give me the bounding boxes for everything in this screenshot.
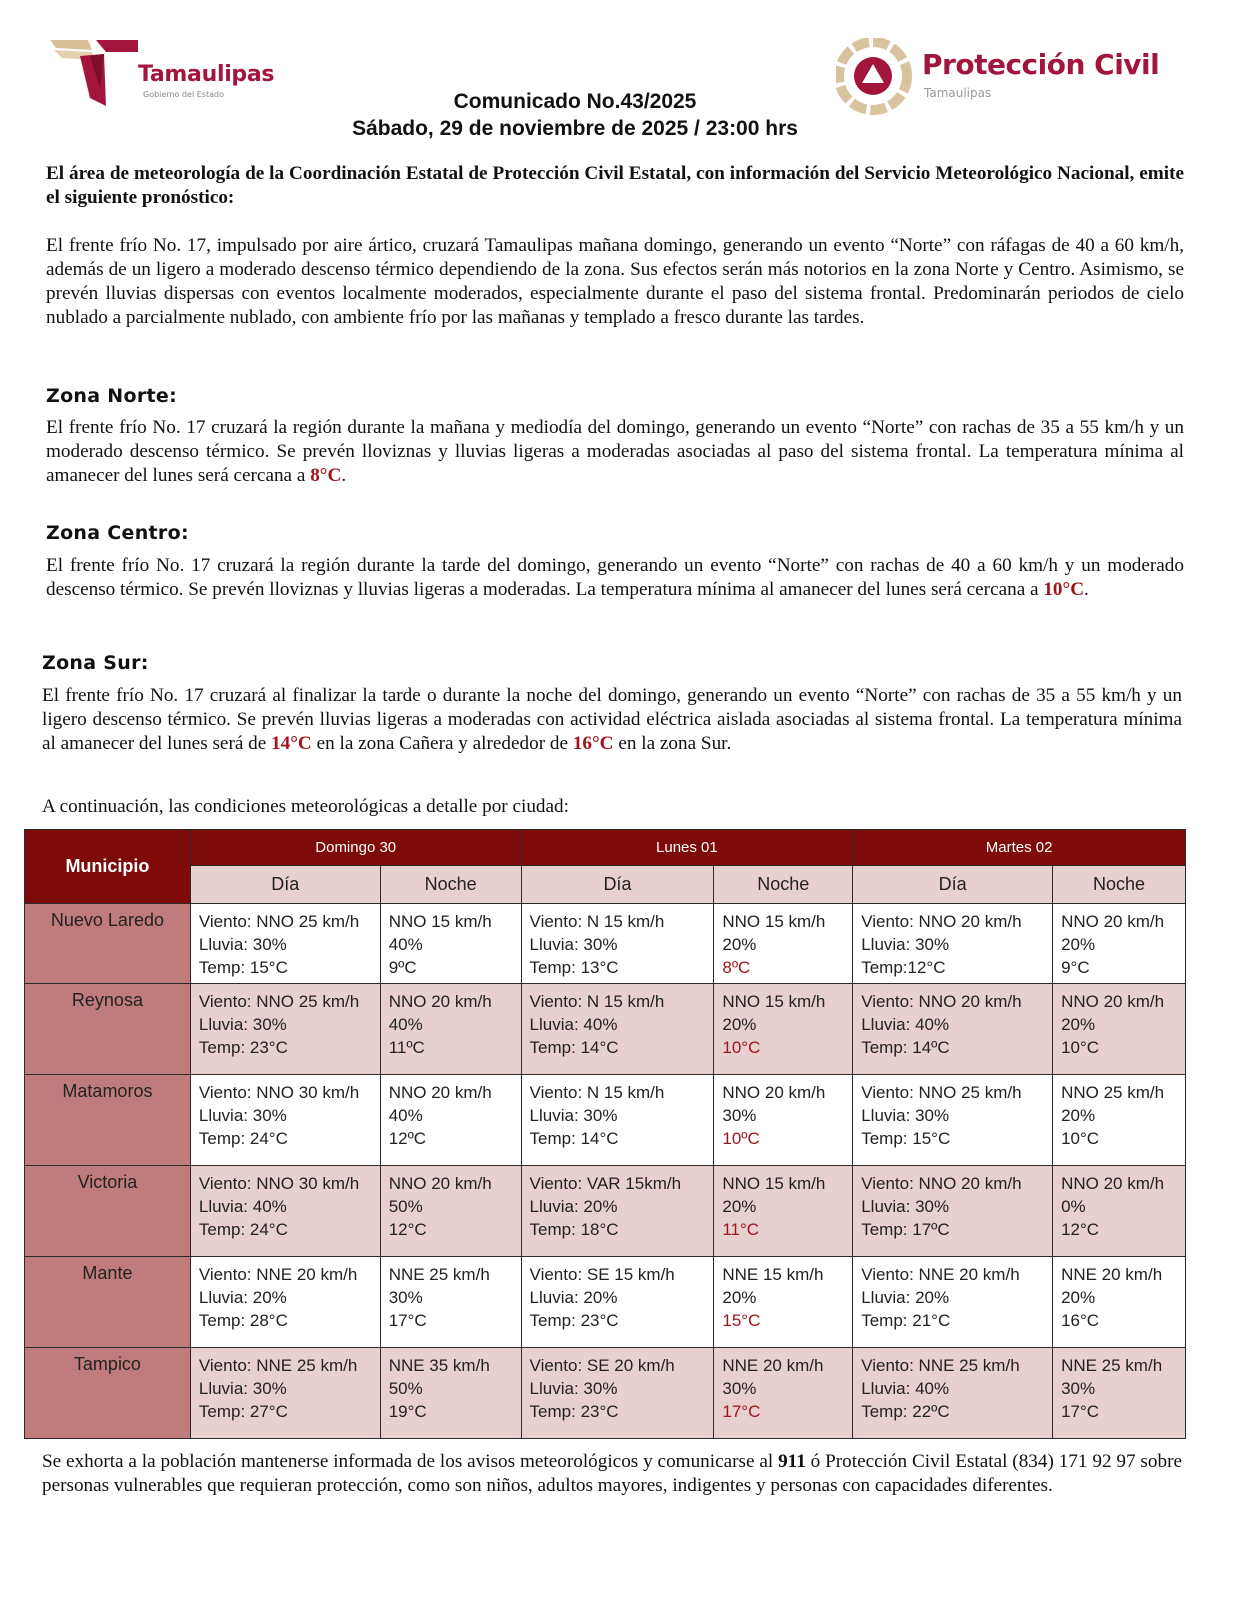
wind-value: Viento: NNE 25 km/h <box>861 1356 1020 1375</box>
wind-value: Viento: N 15 km/h <box>529 912 665 931</box>
rain-value: 20% <box>722 1197 757 1216</box>
night-forecast-cell <box>1053 1166 1186 1257</box>
table-row <box>25 984 1186 1075</box>
wind-value: Viento: NNE 20 km/h <box>861 1265 1020 1284</box>
rain-value: Lluvia: 30% <box>529 1379 618 1398</box>
rain-value: 50% <box>388 1379 423 1398</box>
rain-value: Lluvia: 40% <box>861 1015 950 1034</box>
communique-number: Comunicado No.43/2025 <box>453 90 697 113</box>
temp-value: 17°C <box>1061 1402 1100 1421</box>
day-header-lunes: Lunes 01 <box>521 830 853 866</box>
rain-value: 40% <box>388 935 423 954</box>
rain-value: Lluvia: 30% <box>529 935 618 954</box>
temp-value: 19°C <box>388 1402 427 1421</box>
temp-value: 9ºC <box>388 958 417 977</box>
temp-value: 11°C <box>722 1220 760 1239</box>
zone-centro-text: El frente frío No. 17 cruzará la región durante la tarde del domingo, generando un evento “Norte” con rachas de 40 a 60 km/h y un moderado descenso térmico. Se prevén lloviznas y lluvias ligeras a moderadas. La temperatura mínima al amanecer del lunes será cercana a 10°C. <box>46 555 1184 600</box>
temp-value: 10°C <box>1061 1129 1100 1148</box>
wind-value: NNO 20 km/h <box>388 1174 492 1193</box>
night-forecast-cell <box>380 1166 521 1257</box>
night-forecast-cell <box>380 1348 521 1439</box>
wind-value: NNO 15 km/h <box>722 912 826 931</box>
wind-value: Viento: NNO 25 km/h <box>198 992 360 1011</box>
zone-sur-text: El frente frío No. 17 cruzará al finalizar la tarde o durante la noche del domingo, generando un evento “Norte” con rachas de 35 a 55 km/h y un ligero descenso térmico. Se prevén lluvias ligeras a moderadas con actividad eléctrica aislada asociadas al sistema frontal. La temperatura mínima al amanecer del lunes será de 14°C en la zona Cañera y alrededor de 16°C en la zona Sur. <box>42 685 1182 754</box>
table-row <box>25 1348 1186 1439</box>
day-forecast-cell <box>190 1075 380 1166</box>
wind-value: NNE 25 km/h <box>388 1265 490 1284</box>
wind-value: NNE 15 km/h <box>722 1265 824 1284</box>
night-forecast-cell <box>714 984 853 1075</box>
municipio-header: Municipio <box>25 830 191 904</box>
wind-value: NNO 20 km/h <box>1061 912 1165 931</box>
day-header-domingo: Domingo 30 <box>190 830 521 866</box>
rain-value: Lluvia: 30% <box>529 1106 618 1125</box>
night-forecast-cell <box>1053 1257 1186 1348</box>
forecast-table <box>24 829 1186 1439</box>
subheader-dia: Día <box>190 866 380 904</box>
night-forecast-cell <box>714 904 853 984</box>
table-row <box>25 1166 1186 1257</box>
zone-centro-heading: Zona Centro: <box>46 522 189 544</box>
night-forecast-cell <box>1053 1075 1186 1166</box>
zone-norte-text: El frente frío No. 17 cruzará la región durante la mañana y mediodía del domingo, generando un evento “Norte” con rachas de 35 a 55 km/h y un moderado descenso térmico. Se prevén lloviznas y lluvias ligeras a moderadas asociadas al paso del sistema frontal. La temperatura mínima al amanecer del lunes será cercana a 8°C. <box>46 417 1184 486</box>
wind-value: Viento: NNO 20 km/h <box>861 992 1022 1011</box>
temp-value: Temp: 21°C <box>861 1311 951 1330</box>
night-forecast-cell <box>380 904 521 984</box>
day-forecast-cell <box>521 984 714 1075</box>
rain-value: 40% <box>388 1015 423 1034</box>
rain-value: Lluvia: 30% <box>861 935 950 954</box>
footer-paragraph: Se exhorta a la población mantenerse informada de los avisos meteorológicos y comunicarse al 911 ó Protección Civil Estatal (834) 171 92 97 sobre personas vulnerables que requieran protección, como son niños, adultos mayores, indigentes y personas con capacidades diferentes. <box>42 1451 1182 1496</box>
day-forecast-cell <box>521 1348 714 1439</box>
rain-value: 20% <box>722 1015 757 1034</box>
night-forecast-cell <box>380 1257 521 1348</box>
day-forecast-cell <box>521 904 714 984</box>
subheader-noche: Noche <box>380 866 521 904</box>
wind-value: Viento: N 15 km/h <box>529 1083 665 1102</box>
wind-value: NNO 25 km/h <box>1061 1083 1165 1102</box>
wind-value: Viento: NNO 25 km/h <box>861 1083 1022 1102</box>
zone-norte-heading: Zona Norte: <box>46 385 177 407</box>
table-row <box>25 904 1186 984</box>
day-forecast-cell <box>853 904 1053 984</box>
temp-value: 8ºC <box>722 958 751 977</box>
day-forecast-cell <box>521 1257 714 1348</box>
night-forecast-cell <box>1053 904 1186 984</box>
zone-sur-heading: Zona Sur: <box>42 652 149 674</box>
wind-value: NNE 20 km/h <box>722 1356 824 1375</box>
rain-value: 30% <box>722 1106 757 1125</box>
rain-value: Lluvia: 20% <box>529 1288 618 1307</box>
wind-value: NNO 15 km/h <box>722 1174 826 1193</box>
rain-value: Lluvia: 30% <box>198 935 287 954</box>
wind-value: NNO 20 km/h <box>388 1083 492 1102</box>
zone-canera-min-temp: 14°C <box>271 733 312 754</box>
day-forecast-cell <box>190 1348 380 1439</box>
city-cell: Matamoros <box>25 1075 191 1166</box>
wind-value: NNO 20 km/h <box>1061 1174 1165 1193</box>
wind-value: NNO 20 km/h <box>722 1083 826 1102</box>
day-forecast-cell <box>521 1166 714 1257</box>
temp-value: Temp: 14°C <box>529 1129 619 1148</box>
night-forecast-cell <box>714 1348 853 1439</box>
temp-value: Temp: 17ºC <box>861 1220 950 1239</box>
day-forecast-cell <box>853 1075 1053 1166</box>
temp-value: 15°C <box>722 1311 761 1330</box>
rain-value: Lluvia: 30% <box>198 1379 287 1398</box>
rain-value: 30% <box>388 1288 423 1307</box>
wind-value: NNE 20 km/h <box>1061 1265 1163 1284</box>
wind-value: NNO 20 km/h <box>388 992 492 1011</box>
wind-value: NNO 20 km/h <box>1061 992 1165 1011</box>
wind-value: Viento: NNO 20 km/h <box>861 1174 1022 1193</box>
forecast-table-body <box>25 904 1186 1439</box>
wind-value: Viento: VAR 15km/h <box>529 1174 682 1193</box>
subheader-dia: Día <box>853 866 1053 904</box>
wind-value: Viento: NNE 20 km/h <box>198 1265 358 1284</box>
wind-value: NNE 25 km/h <box>1061 1356 1163 1375</box>
city-cell: Reynosa <box>25 984 191 1075</box>
temp-value: 12ºC <box>388 1129 427 1148</box>
tamaulipas-subtitle: Gobierno del Estado <box>143 90 224 99</box>
rain-value: Lluvia: 30% <box>861 1197 950 1216</box>
night-forecast-cell <box>1053 984 1186 1075</box>
day-forecast-cell <box>853 1257 1053 1348</box>
temp-value: 17°C <box>388 1311 427 1330</box>
day-forecast-cell <box>190 1166 380 1257</box>
night-forecast-cell <box>714 1166 853 1257</box>
rain-value: 50% <box>388 1197 423 1216</box>
rain-value: Lluvia: 20% <box>198 1288 287 1307</box>
wind-value: Viento: SE 15 km/h <box>529 1265 675 1284</box>
wind-value: Viento: N 15 km/h <box>529 992 665 1011</box>
temp-value: 11ºC <box>388 1038 425 1057</box>
temp-value: 17°C <box>722 1402 761 1421</box>
night-forecast-cell <box>714 1075 853 1166</box>
subheader-noche: Noche <box>1053 866 1186 904</box>
temp-value: 12°C <box>1061 1220 1100 1239</box>
temp-value: 9°C <box>1061 958 1090 977</box>
temp-value: Temp: 27°C <box>198 1402 288 1421</box>
wind-value: Viento: NNO 25 km/h <box>198 912 360 931</box>
rain-value: 20% <box>722 1288 757 1307</box>
zone-centro-min-temp: 10°C <box>1043 579 1085 600</box>
wind-value: Viento: NNO 30 km/h <box>198 1083 360 1102</box>
rain-value: 20% <box>1061 935 1096 954</box>
temp-value: Temp: 13°C <box>529 958 619 977</box>
rain-value: Lluvia: 20% <box>861 1288 950 1307</box>
temp-value: Temp: 23°C <box>198 1038 288 1057</box>
wind-value: NNO 15 km/h <box>722 992 826 1011</box>
zone-sur-min-temp: 16°C <box>572 733 614 754</box>
day-forecast-cell <box>190 984 380 1075</box>
rain-value: Lluvia: 30% <box>861 1106 950 1125</box>
day-forecast-cell <box>853 1166 1053 1257</box>
temp-value: 10°C <box>722 1038 761 1057</box>
day-forecast-cell <box>190 1257 380 1348</box>
temp-value: 10°C <box>1061 1038 1100 1057</box>
temp-value: Temp: 24°C <box>198 1220 288 1239</box>
temp-value: Temp: 15°C <box>198 958 288 977</box>
rain-value: 30% <box>1061 1379 1096 1398</box>
rain-value: 0% <box>1061 1197 1086 1216</box>
temp-value: Temp:12°C <box>861 958 946 977</box>
day-forecast-cell <box>853 1348 1053 1439</box>
rain-value: Lluvia: 40% <box>198 1197 287 1216</box>
temp-value: Temp: 24°C <box>198 1129 288 1148</box>
temp-value: Temp: 23°C <box>529 1402 619 1421</box>
temp-value: Temp: 14ºC <box>861 1038 950 1057</box>
wind-value: Viento: NNO 20 km/h <box>861 912 1022 931</box>
tamaulipas-brand: Tamaulipas <box>138 62 275 87</box>
table-intro: A continuación, las condiciones meteorológicas a detalle por ciudad: <box>42 796 569 817</box>
wind-value: Viento: NNE 25 km/h <box>198 1356 358 1375</box>
rain-value: 20% <box>1061 1106 1096 1125</box>
wind-value: Viento: SE 20 km/h <box>529 1356 675 1375</box>
intro-paragraph: El área de meteorología de la Coordinación Estatal de Protección Civil Estatal, con información del Servicio Meteorológico Nacional, emite el siguiente pronóstico: <box>46 163 1184 208</box>
table-row <box>25 1257 1186 1348</box>
document-header <box>0 0 1235 150</box>
rain-value: 20% <box>1061 1015 1096 1034</box>
temp-value: Temp: 18°C <box>529 1220 619 1239</box>
night-forecast-cell <box>380 1075 521 1166</box>
zone-norte-min-temp: 8°C <box>310 465 342 486</box>
rain-value: 20% <box>722 935 757 954</box>
table-row <box>25 1075 1186 1166</box>
city-cell: Victoria <box>25 1166 191 1257</box>
subheader-noche: Noche <box>714 866 853 904</box>
night-forecast-cell <box>714 1257 853 1348</box>
temp-value: 10ºC <box>722 1129 760 1148</box>
rain-value: Lluvia: 20% <box>529 1197 618 1216</box>
rain-value: 20% <box>1061 1288 1096 1307</box>
night-forecast-cell <box>1053 1348 1186 1439</box>
temp-value: 12°C <box>388 1220 427 1239</box>
rain-value: Lluvia: 30% <box>198 1015 287 1034</box>
subheader-dia: Día <box>521 866 714 904</box>
night-forecast-cell <box>380 984 521 1075</box>
communique-date: Sábado, 29 de noviembre de 2025 / 23:00 hrs <box>352 117 798 140</box>
day-forecast-cell <box>190 904 380 984</box>
temp-value: Temp: 28°C <box>198 1311 288 1330</box>
rain-value: Lluvia: 30% <box>198 1106 287 1125</box>
temp-value: 16°C <box>1061 1311 1100 1330</box>
temp-value: Temp: 23°C <box>529 1311 619 1330</box>
rain-value: Lluvia: 40% <box>529 1015 618 1034</box>
rain-value: 30% <box>722 1379 757 1398</box>
day-forecast-cell <box>521 1075 714 1166</box>
temp-value: Temp: 15°C <box>861 1129 951 1148</box>
city-cell: Tampico <box>25 1348 191 1439</box>
city-cell: Nuevo Laredo <box>25 904 191 984</box>
summary-paragraph: El frente frío No. 17, impulsado por aire ártico, cruzará Tamaulipas mañana domingo, generando un evento “Norte” con ráfagas de 40 a 60 km/h, además de un ligero a moderado descenso térmico dependiendo de la zona. Sus efectos serán más notorios en la zona Norte y Centro. Asimismo, se prevén lluvias dispersas con eventos localmente moderados, especialmente durante el paso del sistema frontal. Predominarán periodos de cielo nublado a parcialmente nublado, con ambiente frío por las mañanas y templado a fresco durante las tardes. <box>46 235 1184 328</box>
temp-value: Temp: 14°C <box>529 1038 619 1057</box>
proteccion-civil-brand: Protección Civil <box>922 48 1160 81</box>
wind-value: NNE 35 km/h <box>388 1356 490 1375</box>
rain-value: Lluvia: 40% <box>861 1379 950 1398</box>
emergency-number: 911 <box>778 1451 806 1472</box>
rain-value: 40% <box>388 1106 423 1125</box>
temp-value: Temp: 22ºC <box>861 1402 950 1421</box>
day-header-martes: Martes 02 <box>853 830 1186 866</box>
wind-value: NNO 15 km/h <box>388 912 492 931</box>
communique-title-block <box>0 88 1150 142</box>
wind-value: Viento: NNO 30 km/h <box>198 1174 360 1193</box>
proteccion-civil-subtitle: Tamaulipas <box>924 86 992 100</box>
city-cell: Mante <box>25 1257 191 1348</box>
day-forecast-cell <box>853 984 1053 1075</box>
